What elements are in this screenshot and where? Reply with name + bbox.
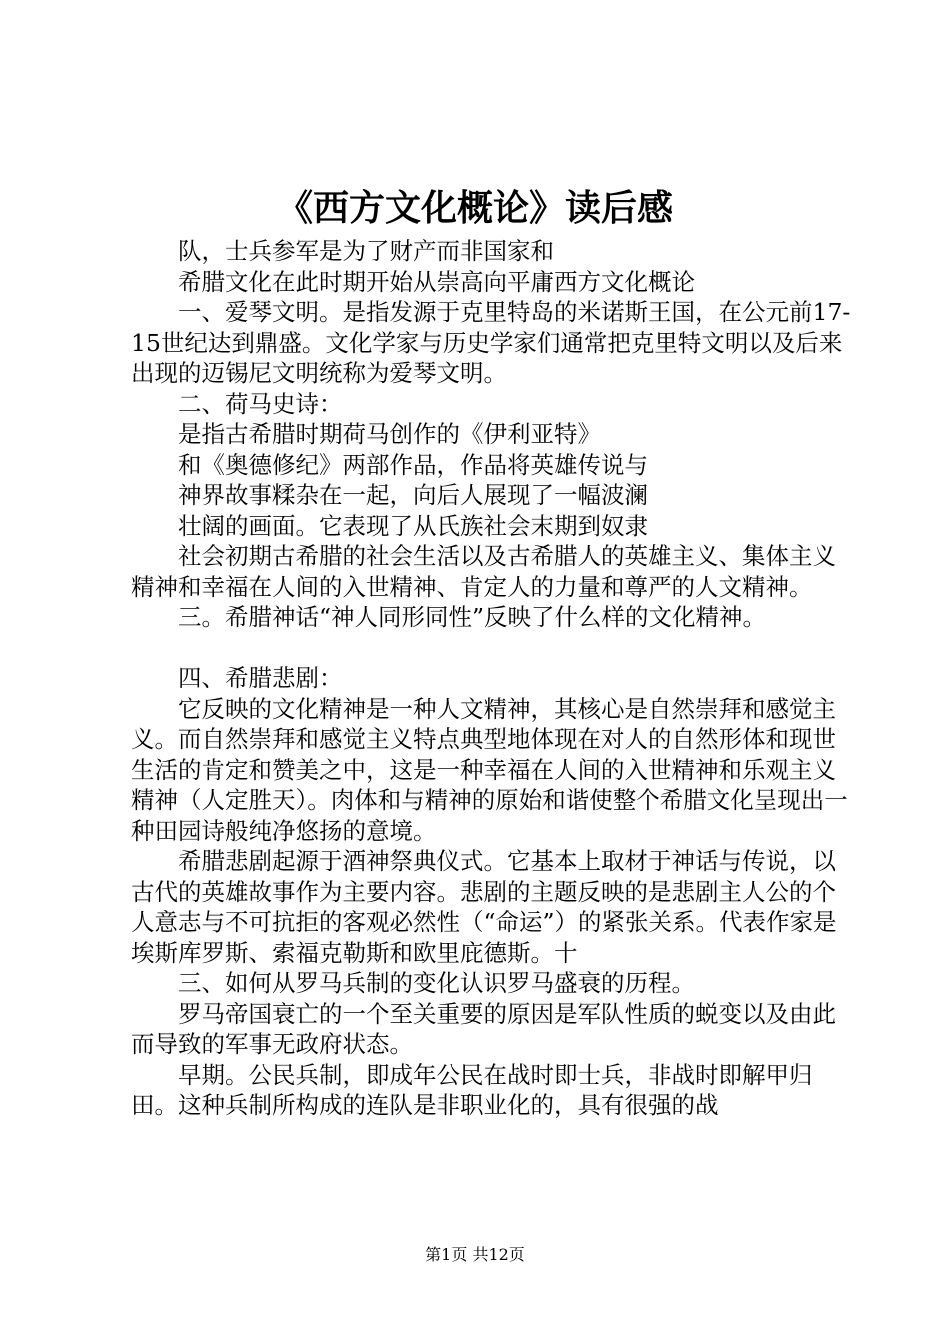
paragraph: 希腊悲剧起源于酒神祭典仪式。它基本上取材于神话与传说，以古代的英雄故事作为主要内容。悲剧的主题反映的是悲剧主人公的个人意志与不可抗拒的客观必然性（“命运”）的紧张关系。代表作家是埃斯库罗斯、索福克勒斯和欧里庇德斯。十 [131, 847, 837, 967]
paragraph: 队，士兵参军是为了财产而非国家和 [178, 237, 554, 265]
paragraph: 它反映的文化精神是一种人文精神，其核心是自然崇拜和感觉主义。而自然崇拜和感觉主义特点典型地体现在对人的自然形体和现世生活的肯定和赞美之中，这是一种幸福在人间的入世精神和乐观主义精神（人定胜天）。肉体和与精神的原始和谐使整个希腊文化呈现出一种田园诗般纯净悠扬的意境。 [131, 694, 848, 845]
paragraph: 希腊文化在此时期开始从崇高向平庸西方文化概论 [178, 267, 695, 296]
blank-line [131, 633, 851, 664]
document-body [131, 236, 851, 1121]
paragraph: 二、荷马史诗： [178, 389, 343, 418]
paragraph: 四、希腊悲剧： [178, 664, 343, 692]
paragraph: 三。希腊神话“神人同形同性”反映了什么样的文化精神。 [178, 603, 767, 631]
document-title: 《西方文化概论》读后感 [276, 187, 673, 229]
paragraph: 和《奥德修纪》两部作品，作品将英雄传说与 [178, 450, 648, 479]
paragraph: 一、爱琴文明。是指发源于克里特岛的米诺斯王国，在公元前17-15世纪达到鼎盛。文化学家与历史学家们通常把克里特文明以及后来出现的迈锡尼文明统称为爱琴文明。 [131, 298, 851, 387]
paragraph: 是指古希腊时期荷马创作的《伊利亚特》 [178, 420, 601, 448]
paragraph: 壮阔的画面。它表现了从氏族社会末期到奴隶 [178, 511, 648, 540]
paragraph: 社会初期古希腊的社会生活以及古希腊人的英雄主义、集体主义精神和幸福在人间的入世精神、肯定人的力量和尊严的人文精神。 [131, 542, 836, 601]
page-footer: 第1页 共12页 [425, 1245, 525, 1264]
paragraph: 罗马帝国衰亡的一个至关重要的原因是军队性质的蜕变以及由此而导致的军事无政府状态。 [131, 999, 836, 1058]
paragraph: 三、如何从罗马兵制的变化认识罗马盛衰的历程。 [178, 969, 695, 997]
paragraph: 早期。公民兵制，即成年公民在战时即士兵，非战时即解甲归田。这种兵制所构成的连队是非职业化的，具有很强的战 [131, 1060, 813, 1119]
paragraph: 神界故事糅杂在一起，向后人展现了一幅波澜 [178, 481, 648, 509]
